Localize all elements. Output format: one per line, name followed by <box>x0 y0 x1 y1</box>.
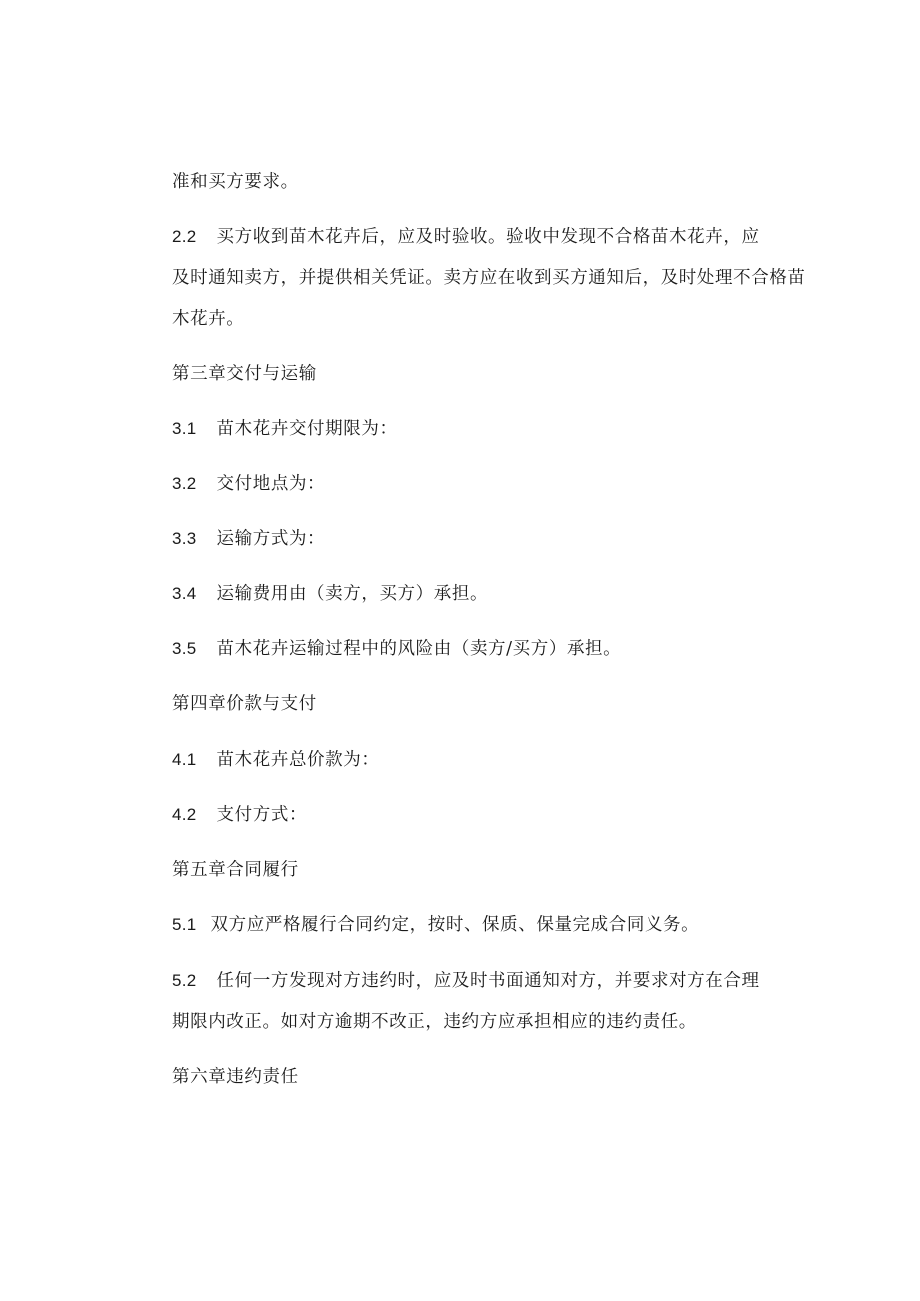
clause-3-2 <box>172 473 325 495</box>
line-text: 及时通知卖方，并提供相关凭证。卖方应在收到买方通知后，及时处理不合格苗 <box>172 268 806 288</box>
chapter-title: 第四章价款与支付 <box>172 694 317 714</box>
clause-2-2-continued <box>172 308 244 330</box>
line-text: 准和买方要求。 <box>172 172 299 192</box>
clause-text: 运输费用由（卖方，买方）承担。 <box>216 584 489 604</box>
clause-number: 5.1 <box>172 915 197 934</box>
clause-5-2 <box>172 970 760 992</box>
clause-text: 任何一方发现对方违约时，应及时书面通知对方，并要求对方在合理 <box>216 971 760 991</box>
clause-text: 交付地点为： <box>216 474 326 494</box>
clause-text: 运输方式为： <box>216 529 326 549</box>
clause-4-1 <box>172 749 379 771</box>
clause-number: 3.5 <box>172 639 197 658</box>
chapter-heading-4 <box>172 693 317 715</box>
paragraph-continuation <box>172 171 299 193</box>
chapter-title: 第六章违约责任 <box>172 1067 299 1087</box>
chapter-title: 第五章合同履行 <box>172 860 299 880</box>
clause-number: 3.1 <box>172 419 197 438</box>
clause-text: 买方收到苗木花卉后，应及时验收。验收中发现不合格苗木花卉，应 <box>216 227 760 247</box>
clause-2-2 <box>172 226 760 248</box>
chapter-heading-3 <box>172 363 317 385</box>
chapter-title: 第三章交付与运输 <box>172 364 317 384</box>
line-text: 木花卉。 <box>172 309 245 329</box>
clause-number: 4.2 <box>172 805 197 824</box>
clause-4-2 <box>172 804 307 826</box>
clause-text: 苗木花卉总价款为： <box>216 750 380 770</box>
clause-3-5 <box>172 638 621 660</box>
clause-number: 4.1 <box>172 750 197 769</box>
clause-number: 3.4 <box>172 584 197 603</box>
clause-3-3 <box>172 528 325 550</box>
chapter-heading-6 <box>172 1066 299 1088</box>
clause-3-4 <box>172 583 488 605</box>
clause-number: 5.2 <box>172 971 197 990</box>
line-text: 期限内改正。如对方逾期不改正，违约方应承担相应的违约责任。 <box>172 1012 697 1032</box>
clause-3-1 <box>172 418 398 440</box>
clause-text: 双方应严格履行合同约定，按时、保质、保量完成合同义务。 <box>210 915 700 935</box>
clause-5-2-continued <box>172 1011 697 1033</box>
clause-text: 支付方式： <box>216 805 308 825</box>
clause-number: 3.3 <box>172 529 197 548</box>
clause-text: 苗木花卉运输过程中的风险由（卖方/买方）承担。 <box>216 639 622 659</box>
clause-number: 2.2 <box>172 227 197 246</box>
clause-2-2-continued <box>172 267 806 289</box>
clause-text: 苗木花卉交付期限为： <box>216 419 398 439</box>
clause-5-1 <box>172 914 699 936</box>
clause-number: 3.2 <box>172 474 197 493</box>
chapter-heading-5 <box>172 859 299 881</box>
